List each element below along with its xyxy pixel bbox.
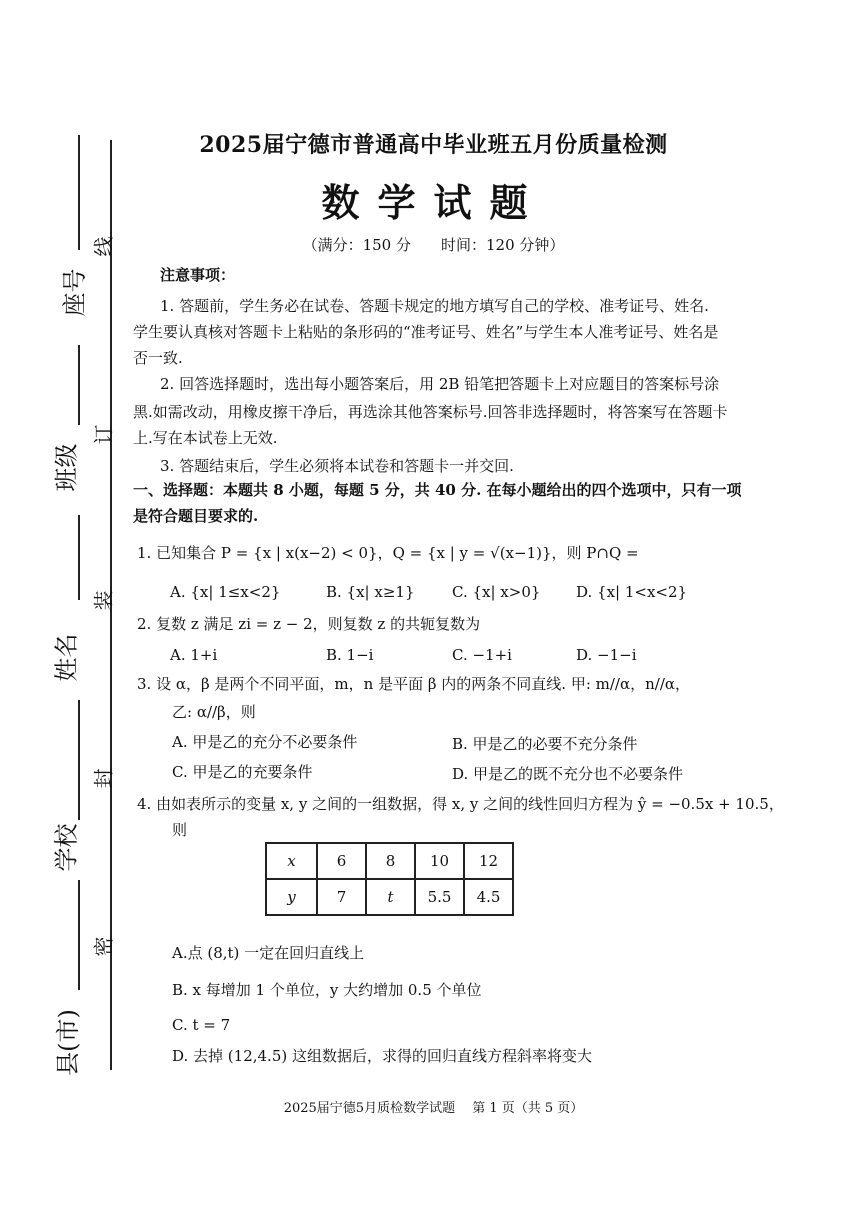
notice-item2-line1: 2. 回答选择题时，选出每小题答案后，用 2B 铅笔把答题卡上对应题目的答案标号涂 xyxy=(160,375,720,393)
table-cell: 10 xyxy=(415,843,464,879)
notice-item3: 3. 答题结束后，学生必须将本试卷和答题卡一并交回. xyxy=(160,457,514,475)
table-cell: 7 xyxy=(317,879,366,915)
q2-option-d: D. −1−i xyxy=(576,646,637,664)
q2-option-c: C. −1+i xyxy=(452,646,512,664)
table-cell: 6 xyxy=(317,843,366,879)
q1-option-d: D. {x| 1<x<2} xyxy=(576,583,688,601)
notice-item1-line1: 1. 答题前，学生务必在试卷、答题卡规定的地方填写自己的学校、准考证号、姓名. xyxy=(160,297,709,315)
notice-item2-line3: 上.写在本试卷上无效. xyxy=(133,429,278,447)
score-time: （满分：150 分 时间：120 分钟） xyxy=(302,236,565,254)
name-label: 姓名 xyxy=(52,633,81,682)
q3-stem-line2: 乙: α//β，则 xyxy=(172,703,256,721)
q1-stem: 1. 已知集合 P = {x | x(x−2) < 0}，Q = {x | y = √(x−1)}，则 P∩Q = xyxy=(137,544,639,562)
table-row-y xyxy=(266,879,513,915)
notice-item2-line2: 黑.如需改动，用橡皮擦干净后，再选涂其他答案标号.回答非选择题时，将答案写在答题卡 xyxy=(133,403,728,421)
notice-item1-line3: 否一致. xyxy=(133,349,183,367)
data-table xyxy=(265,842,514,916)
table-cell: 4.5 xyxy=(464,879,513,915)
notice-heading: 注意事项： xyxy=(160,266,236,284)
table-cell: 12 xyxy=(464,843,513,879)
class-label: 班级 xyxy=(52,443,81,492)
page-footer: 2025届宁德5月质检数学试题 第 1 页（共 5 页） xyxy=(283,1101,584,1116)
notice-item1-line2: 学生要认真核对答题卡上粘贴的条形码的“准考证号、姓名”与学生本人准考证号、姓名是 xyxy=(133,323,719,341)
school-line xyxy=(78,700,80,820)
seal-feng-char: 封 xyxy=(91,768,116,789)
q1-option-c: C. {x| x>0} xyxy=(452,583,541,601)
table-cell: 8 xyxy=(366,843,415,879)
subject-title: 数学试题 xyxy=(321,180,546,225)
table-cell: y xyxy=(266,879,317,915)
q4-stem-line2: 则 xyxy=(172,821,188,839)
table-row-x xyxy=(266,843,513,879)
section1-line1: 一、选择题：本题共 8 小题，每题 5 分，共 40 分. 在每小题给出的四个选项中，只有一项 xyxy=(133,481,742,499)
q1-option-b: B. {x| x≥1} xyxy=(326,583,415,601)
q3-option-c: C. 甲是乙的充要条件 xyxy=(172,763,313,781)
name-line xyxy=(78,515,80,600)
seat-label: 座号 xyxy=(60,268,89,317)
school-label: 学校 xyxy=(52,823,81,872)
seal-ding-char: 订 xyxy=(91,424,116,445)
q4-option-a: A.点 (8,t) 一定在回归直线上 xyxy=(172,944,365,962)
q3-option-b: B. 甲是乙的必要不充分条件 xyxy=(452,735,638,753)
county-label: 县(市) xyxy=(53,1009,82,1076)
exam-title: 2025届宁德市普通高中毕业班五月份质量检测 xyxy=(199,132,668,158)
class-line xyxy=(78,345,80,425)
seal-line-char: 线 xyxy=(91,236,116,257)
county-line xyxy=(78,880,80,990)
section1-line2: 是符合题目要求的. xyxy=(133,507,259,525)
q4-option-d: D. 去掉 (12,4.5) 这组数据后，求得的回归直线方程斜率将变大 xyxy=(172,1047,592,1065)
q3-stem: 3. 设 α，β 是两个不同平面，m，n 是平面 β 内的两条不同直线. 甲: m//α，n//α， xyxy=(137,675,690,693)
seal-zhuang-char: 装 xyxy=(91,590,116,611)
table-cell: 5.5 xyxy=(415,879,464,915)
q4-option-c: C. t = 7 xyxy=(172,1016,231,1034)
table-cell: t xyxy=(366,879,415,915)
q4-stem: 4. 由如表所示的变量 x, y 之间的一组数据，得 x, y 之间的线性回归方程为 ŷ = −0.5x + 10.5， xyxy=(137,795,784,813)
q1-option-a: A. {x| 1≤x<2} xyxy=(170,583,281,601)
table-cell: x xyxy=(266,843,317,879)
seal-mi-char: 密 xyxy=(91,936,116,957)
q2-option-a: A. 1+i xyxy=(170,646,218,664)
q3-option-d: D. 甲是乙的既不充分也不必要条件 xyxy=(452,765,684,783)
q4-option-b: B. x 每增加 1 个单位，y 大约增加 0.5 个单位 xyxy=(172,981,482,999)
q2-option-b: B. 1−i xyxy=(326,646,374,664)
q3-option-a: A. 甲是乙的充分不必要条件 xyxy=(172,733,358,751)
q2-stem: 2. 复数 z 满足 zi = z − 2，则复数 z 的共轭复数为 xyxy=(137,615,481,633)
